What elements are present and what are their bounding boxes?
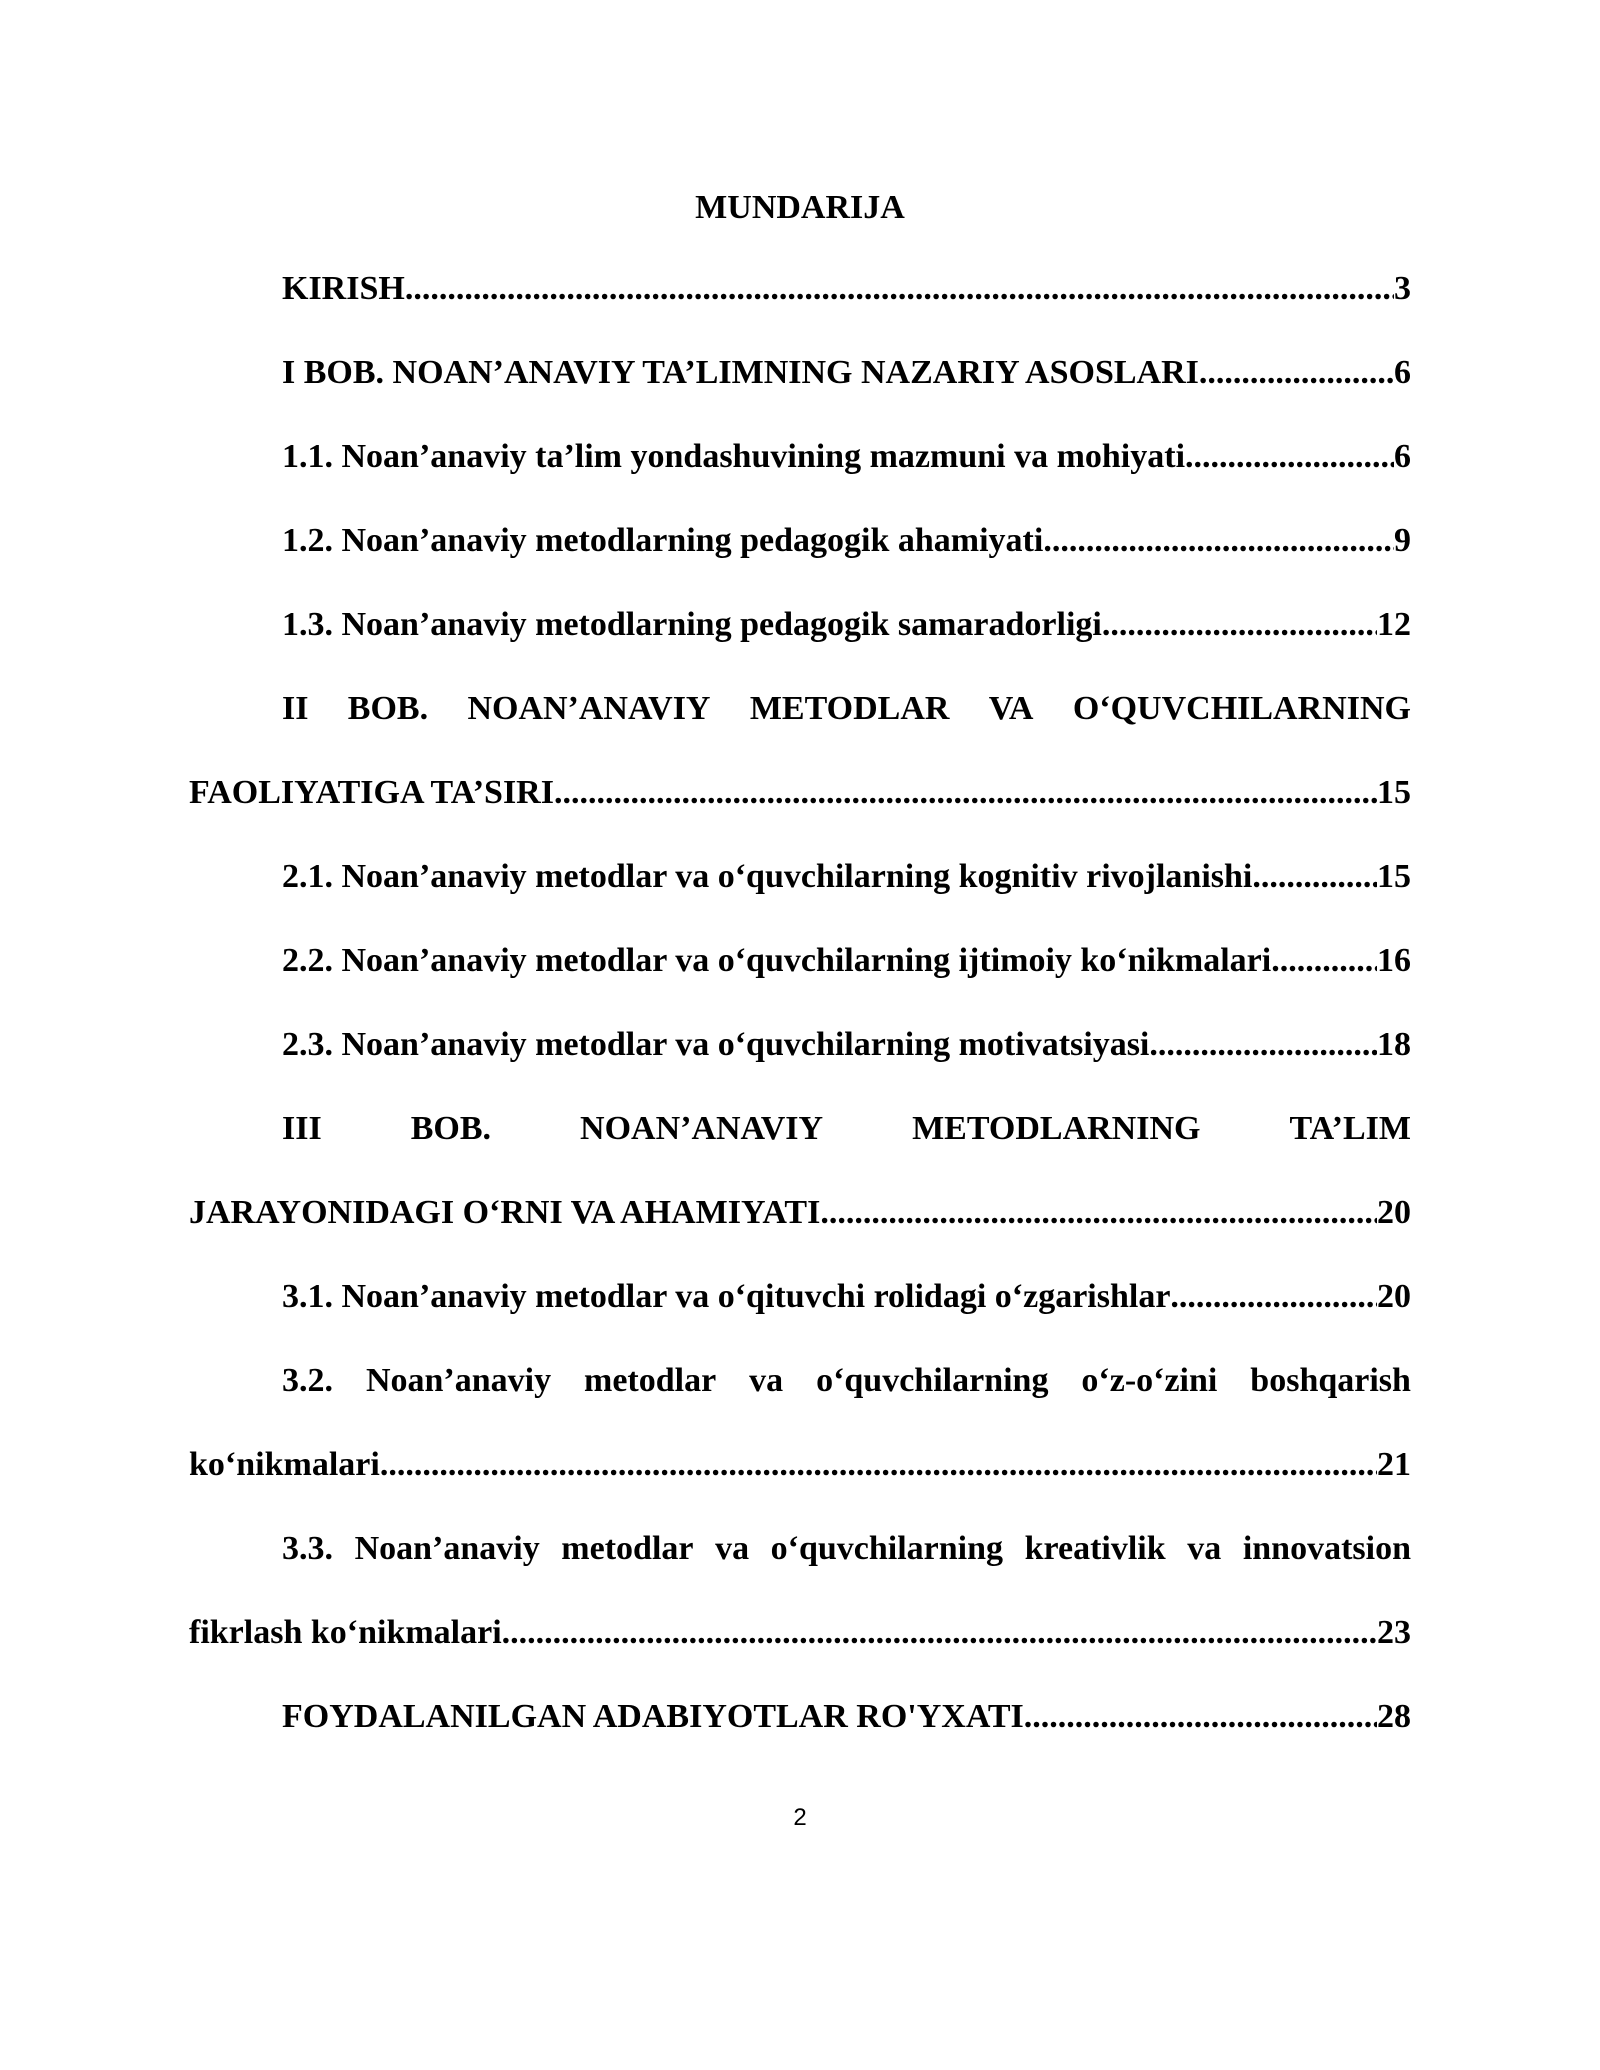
toc-dot-leader	[1199, 351, 1394, 395]
toc-word: VA	[988, 690, 1034, 727]
toc-word: va	[1187, 1530, 1222, 1567]
toc-dot-leader	[1043, 519, 1394, 563]
toc-word: innovatsion	[1242, 1530, 1411, 1567]
toc-word: TA’LIM	[1289, 1110, 1411, 1147]
toc-entry-section-1-1	[189, 435, 1411, 479]
toc-word: III	[282, 1110, 322, 1147]
toc-dot-leader	[380, 1443, 1377, 1487]
toc-word: o‘quvchilarning	[816, 1362, 1049, 1399]
toc-entry-title: FOYDALANILGAN ADABIYOTLAR RO'YXATI	[282, 1698, 1024, 1735]
toc-page-number: 28	[1377, 1698, 1411, 1735]
toc-page-number: 12	[1377, 606, 1411, 643]
toc-dot-leader	[1252, 855, 1377, 899]
toc-page-number: 20	[1377, 1278, 1411, 1315]
toc-entry-section-3-3-line-1	[189, 1527, 1411, 1571]
toc-entry-title: 1.1. Noan’anaviy ta’lim yondashuvining mazmuni va mohiyati	[282, 438, 1186, 475]
toc-word: NOAN’ANAVIY	[467, 690, 711, 727]
toc-entry-title: ko‘nikmalari	[189, 1446, 380, 1483]
toc-page-number: 16	[1377, 942, 1411, 979]
toc-word: o‘quvchilarning	[770, 1530, 1004, 1567]
toc-entry-title: 1.2. Noan’anaviy metodlarning pedagogik ahamiyati	[282, 522, 1044, 559]
toc-word: II	[282, 690, 309, 727]
toc-entry-kirish	[189, 267, 1411, 311]
toc-entry-section-3-1	[189, 1275, 1411, 1319]
toc-page-number: 18	[1377, 1026, 1411, 1063]
toc-entry-section-3-2-line-1	[189, 1359, 1411, 1403]
toc-dot-leader	[1271, 939, 1377, 983]
toc-dot-leader	[1170, 1275, 1377, 1319]
toc-word: va	[715, 1530, 750, 1567]
toc-entry-chapter-2-line-1	[189, 687, 1411, 731]
toc-dot-leader	[1149, 1023, 1377, 1067]
toc-word: kreativlik	[1024, 1530, 1166, 1567]
toc-entry-chapter-3-line-1	[189, 1107, 1411, 1151]
page-number: 2	[793, 1804, 807, 1831]
toc-dot-leader	[554, 771, 1377, 815]
toc-entry-title: 2.1. Noan’anaviy metodlar va o‘quvchilarning kognitiv rivojlanishi	[282, 858, 1253, 895]
toc-page-number: 23	[1377, 1614, 1411, 1651]
toc-page-number: 3	[1394, 270, 1411, 307]
toc-word: boshqarish	[1250, 1362, 1411, 1399]
toc-page-number: 6	[1394, 438, 1411, 475]
toc-entry-title: FAOLIYATIGA TA’SIRI	[189, 774, 554, 811]
toc-entry-title: 2.3. Noan’anaviy metodlar va o‘quvchilarning motivatsiyasi	[282, 1026, 1150, 1063]
toc-entry-chapter-3-line-2	[189, 1191, 1411, 1235]
toc-dot-leader	[1185, 435, 1394, 479]
toc-entry-title: KIRISH	[282, 270, 405, 307]
toc-entry-section-3-3-line-2	[189, 1611, 1411, 1655]
toc-entry-title: 2.2. Noan’anaviy metodlar va o‘quvchilarning ijtimoiy ko‘nikmalari	[282, 942, 1272, 979]
toc-dot-leader	[820, 1191, 1377, 1235]
toc-page-number: 21	[1377, 1446, 1411, 1483]
toc-word: metodlar	[584, 1362, 717, 1399]
toc-entry-section-2-2	[189, 939, 1411, 983]
toc-word: 3.2.	[282, 1362, 333, 1399]
toc-word: METODLAR	[749, 690, 950, 727]
toc-word: BOB.	[410, 1110, 492, 1147]
toc-dot-leader	[405, 267, 1394, 311]
toc-word: 3.3.	[282, 1530, 333, 1567]
toc-word: Noan’anaviy	[354, 1530, 540, 1567]
toc-entry-section-2-1	[189, 855, 1411, 899]
toc-word: o‘z-o‘zini	[1081, 1362, 1218, 1399]
toc-entry-title: 3.1. Noan’anaviy metodlar va o‘qituvchi rolidagi o‘zgarishlar	[282, 1278, 1171, 1315]
toc-entry-title: I BOB. NOAN’ANAVIY TA’LIMNING NAZARIY ASOSLARI	[282, 354, 1199, 391]
toc-page-number: 9	[1394, 522, 1411, 559]
toc-entry-chapter-1	[189, 351, 1411, 395]
toc-word: va	[749, 1362, 784, 1399]
toc-entry-title: fikrlash ko‘nikmalari	[189, 1614, 502, 1651]
toc-dot-leader	[1024, 1695, 1377, 1739]
page-title: MUNDARIJA	[695, 189, 905, 226]
toc-page-number: 6	[1394, 354, 1411, 391]
toc-entry-chapter-2-line-2	[189, 771, 1411, 815]
toc-entry-title: JARAYONIDAGI O‘RNI VA AHAMIYATI	[189, 1194, 821, 1231]
toc-entry-section-2-3	[189, 1023, 1411, 1067]
toc-word: NOAN’ANAVIY	[580, 1110, 824, 1147]
toc-word: Noan’anaviy	[365, 1362, 552, 1399]
toc-entry-references	[189, 1695, 1411, 1739]
toc-page-number: 15	[1377, 774, 1411, 811]
toc-page-number: 20	[1377, 1194, 1411, 1231]
toc-dot-leader	[502, 1611, 1377, 1655]
toc-word: BOB.	[347, 690, 429, 727]
toc-entry-section-3-2-line-2	[189, 1443, 1411, 1487]
toc-page-number: 15	[1377, 858, 1411, 895]
toc-entry-section-1-3	[189, 603, 1411, 647]
toc-word: metodlar	[561, 1530, 694, 1567]
toc-word: O‘QUVCHILARNING	[1072, 690, 1411, 727]
toc-dot-leader	[1102, 603, 1377, 647]
toc-entry-section-1-2	[189, 519, 1411, 563]
toc-word: METODLARNING	[912, 1110, 1201, 1147]
toc-entry-title: 1.3. Noan’anaviy metodlarning pedagogik samaradorligi	[282, 606, 1102, 643]
